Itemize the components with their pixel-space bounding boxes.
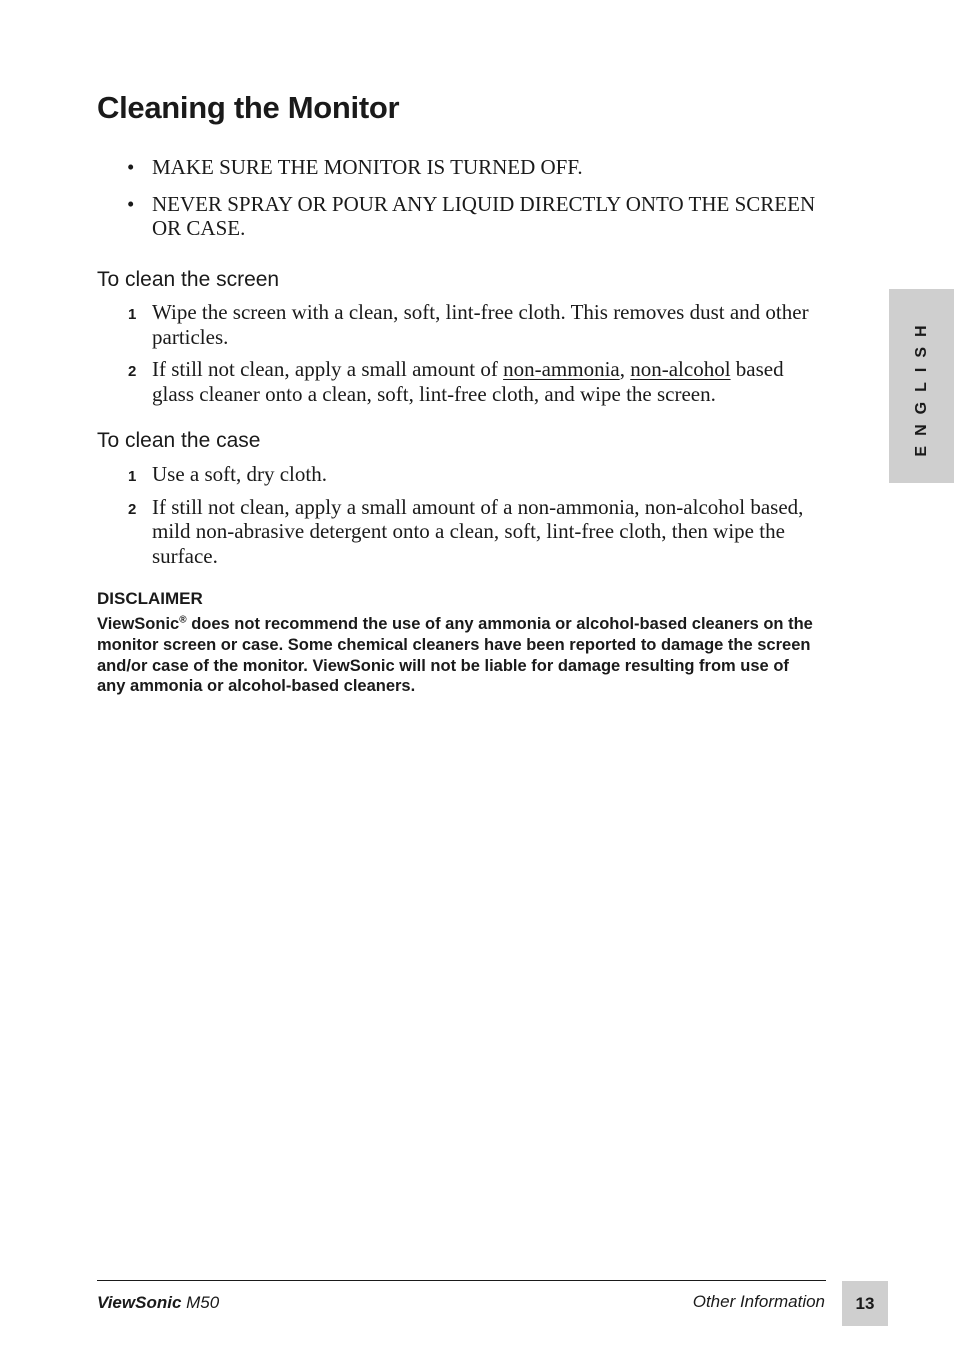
registered-mark: ® — [179, 614, 187, 626]
step-item — [97, 462, 827, 487]
step-number: 1 — [128, 306, 137, 323]
step-text-post: based glass cleaner onto a clean, soft, lint-free cloth, and wipe the screen. — [152, 357, 784, 406]
language-tab — [889, 289, 954, 483]
step-number: 1 — [128, 468, 137, 485]
footer-divider — [97, 1280, 826, 1281]
underlined-term: non-ammonia — [503, 357, 620, 381]
screen-heading: To clean the screen — [97, 268, 280, 291]
footer-section: Other Information — [692, 1292, 825, 1311]
language-tab-label: ENGLISH — [912, 315, 930, 457]
disclaimer-brand: ViewSonic — [97, 615, 180, 633]
step-item — [97, 300, 827, 349]
case-steps — [97, 462, 827, 576]
step-number: 2 — [128, 500, 137, 518]
step-item — [97, 495, 827, 569]
step-number: 2 — [128, 363, 137, 380]
page-title: Cleaning the Monitor — [97, 90, 400, 125]
warning-text: NEVER SPRAY OR POUR ANY LIQUID DIRECTLY ONTO THE SCREEN OR CASE. — [152, 191, 816, 240]
warning-item — [97, 192, 827, 241]
bullet-icon: • — [127, 191, 135, 216]
step-text: Wipe the screen with a clean, soft, lint-free cloth. This removes dust and other particles. — [152, 300, 809, 349]
disclaimer-text — [97, 614, 817, 697]
step-text-pre: If still not clean, apply a small amount of — [152, 357, 504, 381]
bullet-icon: • — [127, 155, 135, 179]
footer-model: M50 — [186, 1293, 220, 1312]
footer-product — [97, 1293, 219, 1313]
footer-brand: ViewSonic — [97, 1293, 182, 1312]
step-text: If still not clean, apply a small amount of a non-ammonia, non-alcohol based, mild non-abrasive detergent onto a clean, soft, lint-free cloth, then wipe the surface. — [152, 494, 804, 568]
warning-item — [97, 155, 827, 180]
step-text-sep: , — [619, 357, 631, 381]
case-heading: To clean the case — [97, 429, 261, 452]
disclaimer-heading: DISCLAIMER — [97, 589, 203, 608]
disclaimer-body: does not recommend the use of any ammonia or alcohol-based cleaners on the monitor screen or case. Some chemical cleaners have been reported to damage the screen and/or case of the monitor. ViewSonic will not be liable for damage resulting from use of any ammonia or alcohol-based cleaners. — [97, 615, 813, 696]
step-text: Use a soft, dry cloth. — [152, 462, 327, 486]
screen-steps — [97, 300, 827, 414]
warning-text: MAKE SURE THE MONITOR IS TURNED OFF. — [152, 155, 583, 179]
underlined-term: non-alcohol — [630, 357, 731, 381]
step-item — [97, 357, 827, 406]
warning-list — [97, 155, 827, 253]
page-number: 13 — [842, 1281, 888, 1326]
